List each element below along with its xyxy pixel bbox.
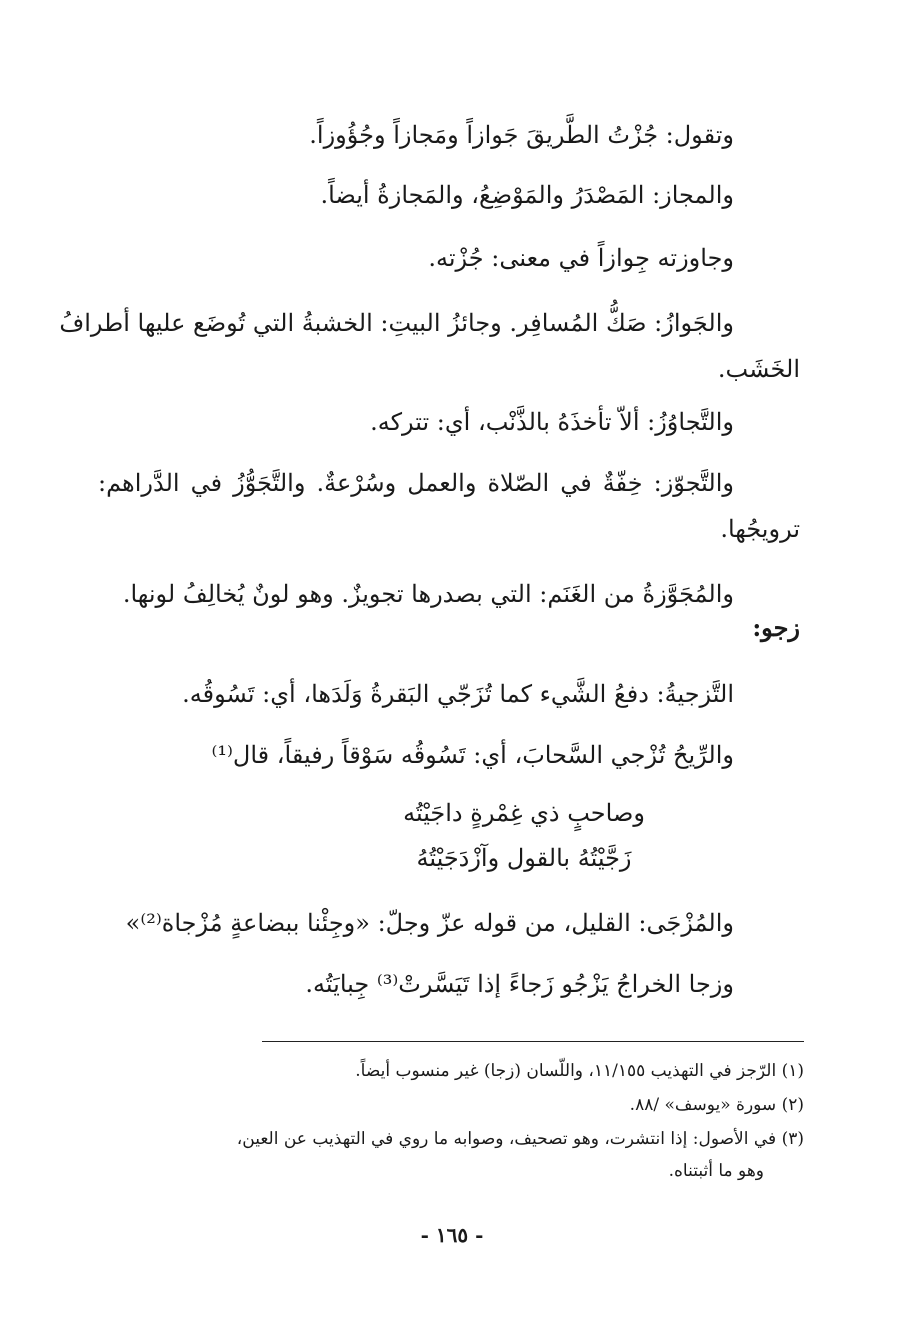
text-line: الخَشَب. [717,355,800,383]
entry-heading: زجو: [752,613,800,642]
text-line: والمجاز: المَصْدَرُ والمَوْضِعُ، والمَجازةُ أيضاً. [320,181,734,209]
footnote: وهو ما أثبتناه. [668,1161,764,1181]
footnote: (١) الرّجز في التهذيب ١١/١٥٥، واللّسان (زجا) غير منسوب أيضاً. [355,1061,804,1081]
text-line: التَّزجيةُ: دفعُ الشَّيء كما تُزَجّي البَقرةُ وَلَدَها، أي: تَسُوقُه. [182,680,734,708]
page-number: - ١٦٥ - [420,1223,484,1247]
text-line: وتقول: جُزْتُ الطَّريقَ جَوازاً ومَجازاً وجُؤُوزاً. [309,121,734,149]
text-line: والمُزْجَى: القليل، من قوله عزّ وجلّ: «وجِئْنا ببضاعةٍ مُزْجاة⁽²⁾» [125,909,734,937]
footnote-separator [262,1041,804,1042]
text-line: ترويجُها. [720,515,800,543]
text-line: والتَّجوّز: خِفّةٌ في الصّلاة والعمل وسُرْعةٌ. والتَّجَوُّزُ في الدَّراهم: [98,469,734,497]
footnote: (٣) في الأصول: إذا انتشرت، وهو تصحيف، وصوابه ما روي في التهذيب عن العين، [236,1129,804,1149]
text-line: والرِّيحُ تُزْجي السَّحابَ، أي: تَسُوقُه سَوْقاً رفيقاً، قال⁽¹⁾ [211,741,734,769]
verse-line: وصاحبٍ ذي غِمْرةٍ داجَيْتُه [403,799,645,827]
text-line: والمُجَوَّزةُ من الغَنَم: التي بصدرها تجويزٌ. وهو لونٌ يُخالِفُ لونها. [122,580,734,608]
verse-line: زَجَّيْتُهُ بالقول وآزْدَجَيْتُهُ [416,844,632,872]
text-line: وجاوزته جِوازاً في معنى: جُزْته. [428,244,734,272]
text-line: والتَّجاوُزُ: ألاّ تأخذَهُ بالذَّنْب، أي: تتركه. [370,408,734,436]
text-line: وزجا الخراجُ يَزْجُو زَجاءً إذا تَيَسَّرتْ⁽³⁾ جِبايَتُه. [305,970,734,998]
text-line: والجَوازُ: صَكُّ المُسافِر. وجائزُ البيتِ: الخشبةُ التي تُوضَع عليها أطرافُ [59,309,734,337]
footnote: (٢) سورة «يوسف» /٨٨. [629,1095,804,1115]
